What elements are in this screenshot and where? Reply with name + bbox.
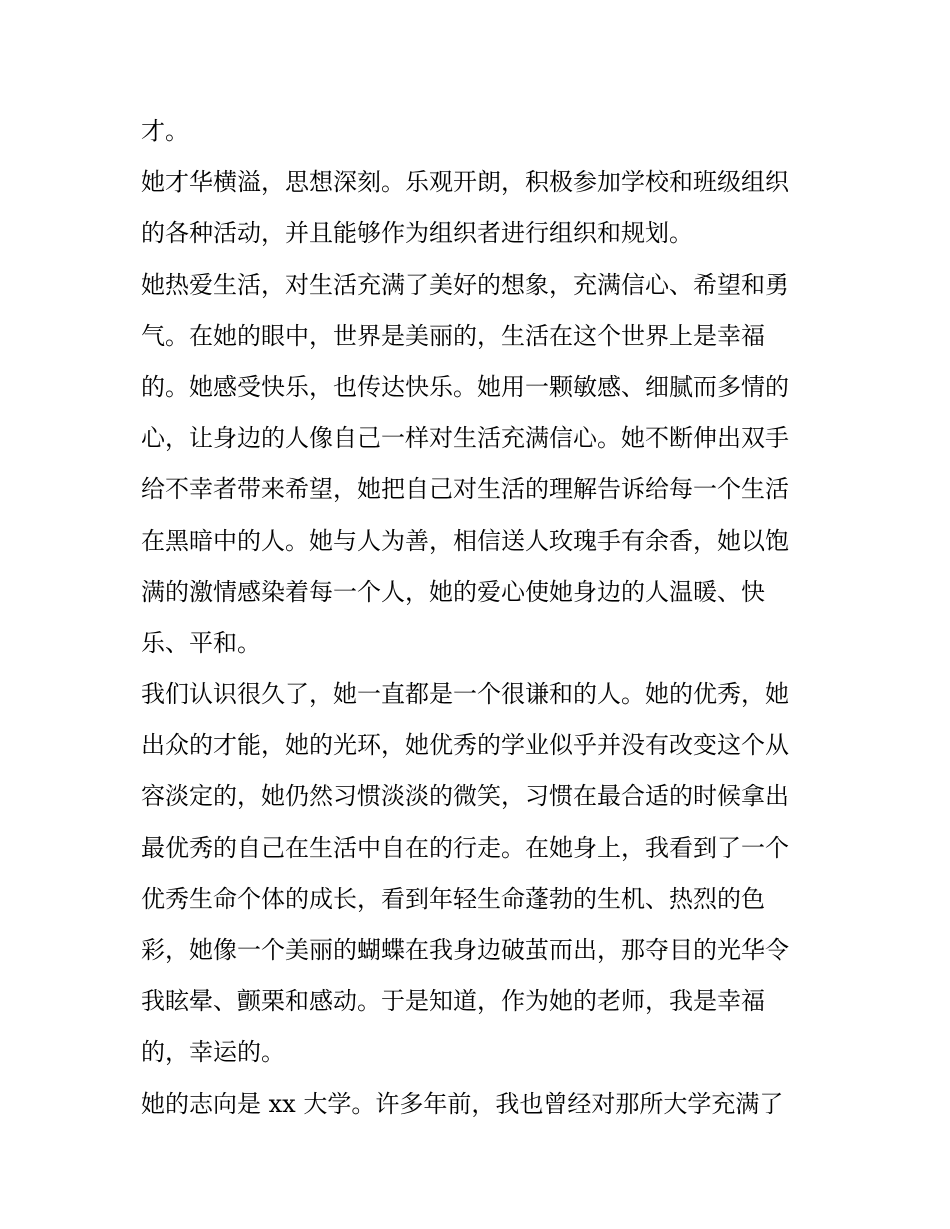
text-line: 的。她感受快乐，也传达快乐。她用一颗敏感、细腻而多情的: [141, 372, 789, 401]
text-line: 给不幸者带来希望，她把自己对生活的理解告诉给每一个生活: [141, 475, 789, 504]
text-line: 我眩晕、颤栗和感动。于是知道，作为她的老师，我是幸福: [141, 987, 765, 1016]
text-line: 优秀生命个体的成长，看到年轻生命蓬勃的生机、热烈的色: [141, 884, 765, 913]
document-body: [141, 106, 821, 1130]
text-line: 她才华横溢，思想深刻。乐观开朗，积极参加学校和班级组织: [141, 168, 789, 197]
text-line: 我们认识很久了，她一直都是一个很谦和的人。她的优秀，她: [141, 680, 789, 709]
text-line: 满的激情感染着每一个人，她的爱心使她身边的人温暖、快: [141, 577, 765, 606]
text-line: 彩，她像一个美丽的蝴蝶在我身边破茧而出，那夺目的光华令: [141, 936, 789, 964]
text-line: 她的志向是 xx 大学。许多年前，我也曾经对那所大学充满了: [141, 1089, 784, 1118]
text-line: 乐、平和。: [141, 628, 261, 657]
text-line: 才。: [141, 117, 189, 145]
text-line: 的，幸运的。: [141, 1038, 285, 1067]
text-line: 心，让身边的人像自己一样对生活充满信心。她不断伸出双手: [141, 424, 789, 453]
text-line: 容淡定的，她仍然习惯淡淡的微笑，习惯在最合适的时候拿出: [141, 782, 789, 811]
text-line: 气。在她的眼中，世界是美丽的，生活在这个世界上是幸福: [141, 321, 765, 350]
text-line: 她热爱生活，对生活充满了美好的想象，充满信心、希望和勇: [141, 270, 789, 299]
text-line: 在黑暗中的人。她与人为善，相信送人玫瑰手有余香，她以饱: [141, 526, 789, 555]
text-line: 的各种活动，并且能够作为组织者进行组织和规划。: [141, 219, 693, 248]
text-line: 最优秀的自己在生活中自在的行走。在她身上，我看到了一个: [141, 833, 789, 862]
text-line: 出众的才能，她的光环，她优秀的学业似乎并没有改变这个从: [141, 731, 789, 760]
